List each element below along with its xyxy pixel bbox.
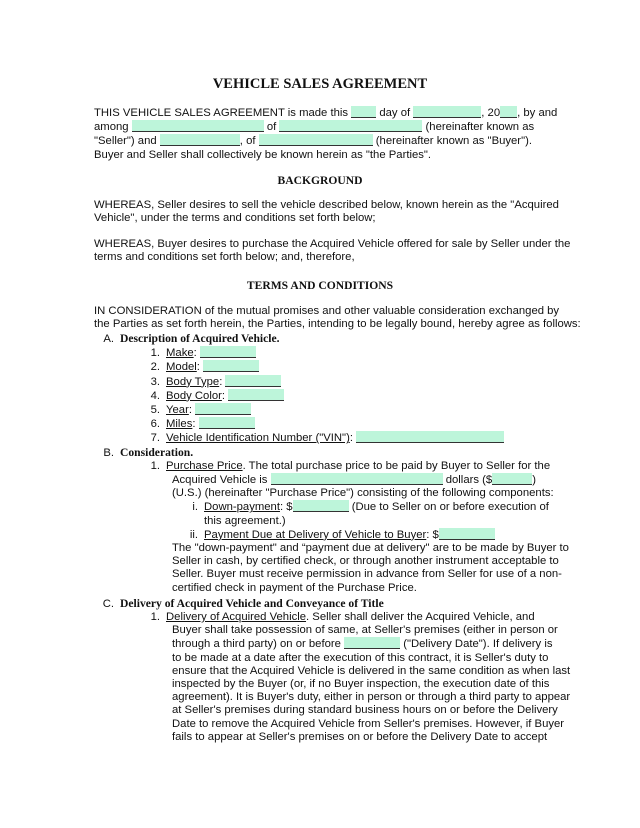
item-number: 7.	[150, 432, 160, 445]
make-field[interactable]	[200, 346, 256, 358]
text: (hereinafter known as "Buyer").	[375, 135, 532, 148]
item-number: 1.	[150, 611, 160, 624]
text: (hereinafter known as	[425, 121, 535, 134]
terms-heading: TERMS AND CONDITIONS	[246, 279, 394, 292]
price-amount-field[interactable]	[492, 473, 532, 485]
document-title: VEHICLE SALES AGREEMENT	[212, 76, 428, 92]
text: THIS VEHICLE SALES AGREEMENT is made this	[94, 107, 349, 119]
text: Acquired Vehicle is	[172, 474, 268, 487]
intro-paragraph	[94, 106, 557, 162]
text: agreement). It is Buyer's duty, either in person or through a third party to appear	[172, 691, 571, 704]
text: terms and conditions set forth below; and, therefore,	[94, 251, 355, 264]
section-marker: B.	[103, 446, 114, 459]
section-marker: C.	[102, 597, 114, 610]
text: through a third party) on or before	[172, 638, 341, 651]
text: )	[532, 474, 536, 487]
item-number: ii.	[189, 528, 198, 541]
text: certified check in payment of the Purchase Price.	[172, 581, 417, 594]
section-a: A. Description of Acquired Vehicle. 1. Make: 2. Model: 3. Body Type: 4. Body Color: 5. Year: 6. Miles: 7. Vehicle Identification Number ("VIN"): B. Consideration. 1. Purchase Price. The total purchase price to be paid by Buyer to Seller for the Acquired Vehicle is dollars ($ ) (U.S.) (hereinafter "Purchase Price") consisting of the following components: i. Down-payment: $ (Due to Seller on or before execution of this agreement.) ii. Payment Due at Delivery of Vehicle to Buyer: $ The "down-payment" and “payment due at delivery" are to be made by Buyer to Seller in cash, by certified check, or through another instrument acceptable to Seller. Buyer must receive permission in advance from Seller for use of a non- certified check in payment of the Purchase Price. C. Delivery of Acquired Vehicle and Conveyance of Title 1. Delivery of Acquired Vehicle. Seller shall deliver the Acquired Vehicle, and Buyer shall take possession of same, at Seller's premises (either in person or through a third party) on or before ("Delivery Date"). If delivery is to be made at a date after the execution of this contract, it is Seller's duty to ensure that the Acquired Vehicle is delivered in the same condition as when last inspected by the Buyer (or, if no Buyer inspection, the execution date of this agreement). It is Buyer's duty, either in person or through a third party to appear at Seller's premises during standard business hours on or before the Delivery Date to remove the Acquired Vehicle from Seller's premises. However, if Buyer fails to appear at Seller's premises on or before the Delivery Date to accept	[94, 332, 570, 744]
item-label: Purchase Price	[166, 459, 243, 472]
text: dollars ($	[445, 474, 493, 487]
buyer-address-field[interactable]	[259, 134, 373, 146]
section-heading: Consideration.	[120, 445, 194, 459]
background-heading: BACKGROUND	[277, 174, 363, 187]
day-field[interactable]	[351, 106, 376, 118]
delivery-payment-field[interactable]	[439, 528, 495, 540]
text: The "down-payment" and “payment due at delivery" are to be made by Buyer to	[172, 542, 569, 555]
item-label: Miles	[166, 418, 193, 431]
model-field[interactable]	[203, 360, 259, 372]
text: : $	[279, 501, 293, 514]
whereas-2	[94, 238, 570, 264]
text: this agreement.)	[204, 514, 286, 527]
item-label: Vehicle Identification Number ("VIN")	[166, 432, 350, 445]
year-field[interactable]	[500, 106, 517, 118]
item-number: 1.	[150, 347, 160, 360]
text: of	[266, 121, 277, 134]
body-type-field[interactable]	[225, 375, 281, 387]
year-field[interactable]	[195, 403, 251, 415]
item-label: Body Color	[166, 389, 222, 402]
text: Seller in cash, by certified check, or through another instrument acceptable to	[172, 555, 559, 568]
item-label: Model	[166, 361, 197, 374]
text: : $	[426, 528, 439, 541]
text: , 20	[481, 107, 501, 119]
section-heading: Delivery of Acquired Vehicle and Conveyance of Title	[120, 596, 384, 610]
item-number: 2.	[150, 361, 160, 374]
buyer-name-field[interactable]	[160, 134, 240, 146]
down-payment-field[interactable]	[293, 500, 349, 512]
seller-name-field[interactable]	[132, 120, 264, 132]
text: Seller. Buyer must receive permission in advance from Seller for use of a non-	[172, 568, 562, 581]
item-label: Delivery of Acquired Vehicle	[166, 611, 307, 624]
consideration-paragraph	[94, 305, 581, 331]
text: IN CONSIDERATION of the mutual promises and other valuable consideration exchanged by	[94, 305, 560, 317]
item-number: i.	[192, 501, 198, 514]
text: ensure that the Acquired Vehicle is delivered in the same condition as when last	[172, 664, 571, 677]
item-label: Body Type	[166, 375, 220, 388]
delivery-date-field[interactable]	[344, 637, 400, 649]
text: WHEREAS, Buyer desires to purchase the Acquired Vehicle offered for sale by Seller under the	[94, 238, 571, 250]
text: Date to remove the Acquired Vehicle from Seller's premises. However, if Buyer	[172, 717, 565, 730]
text: . Seller shall deliver the Acquired Vehicle, and	[306, 611, 535, 624]
text: ("Delivery Date"). If delivery is	[403, 638, 553, 651]
month-field[interactable]	[413, 106, 481, 118]
text: inspected by the Buyer (or, if no Buyer inspection, the execution date of this	[172, 678, 550, 691]
text: WHEREAS, Seller desires to sell the vehicle described below, known herein as the "Acquired	[94, 199, 559, 211]
item-number: 5.	[150, 404, 160, 417]
item-label: Make	[166, 347, 194, 360]
text: (U.S.) (hereinafter "Purchase Price") consisting of the following components:	[172, 487, 554, 500]
text: the Parties as set forth herein, the Parties, intending to be legally bound, hereby agree as follows:	[94, 318, 581, 331]
text: . The total purchase price to be paid by Buyer to Seller for the	[242, 459, 551, 472]
seller-address-field[interactable]	[279, 120, 422, 132]
text: Buyer and Seller shall collectively be known herein as "the Parties".	[94, 148, 432, 161]
price-words-field[interactable]	[271, 473, 443, 485]
item-label: Year	[166, 404, 189, 417]
text: (Due to Seller on or before execution of	[351, 501, 549, 514]
section-marker: A.	[103, 333, 114, 345]
text: , by and	[517, 107, 558, 119]
text: Vehicle", under the terms and conditions set forth below;	[94, 212, 376, 225]
text: day of	[379, 107, 411, 119]
body-color-field[interactable]	[228, 389, 284, 401]
whereas-1	[94, 199, 559, 225]
text: fails to appear at Seller's premises on or before the Delivery Date to accept	[172, 730, 548, 743]
vin-field[interactable]	[356, 431, 504, 443]
item-label: Payment Due at Delivery of Vehicle to Buyer	[204, 528, 427, 541]
text: among	[94, 121, 129, 134]
item-number: 6.	[150, 418, 160, 431]
text: "Seller") and	[94, 135, 157, 148]
section-heading: Description of Acquired Vehicle.	[120, 332, 280, 345]
item-label: Down-payment	[204, 501, 280, 514]
text: , of	[239, 135, 256, 148]
text: Buyer shall take possession of same, at Seller's premises (either in person or	[172, 624, 558, 637]
item-number: 3.	[150, 375, 160, 388]
text: to be made at a date after the execution of this contract, it is Seller's duty to	[172, 651, 549, 664]
miles-field[interactable]	[199, 417, 255, 429]
item-number: 4.	[150, 389, 160, 402]
item-number: 1.	[150, 459, 160, 472]
text: at Seller's premises during standard business hours on or before the Delivery	[172, 704, 558, 717]
